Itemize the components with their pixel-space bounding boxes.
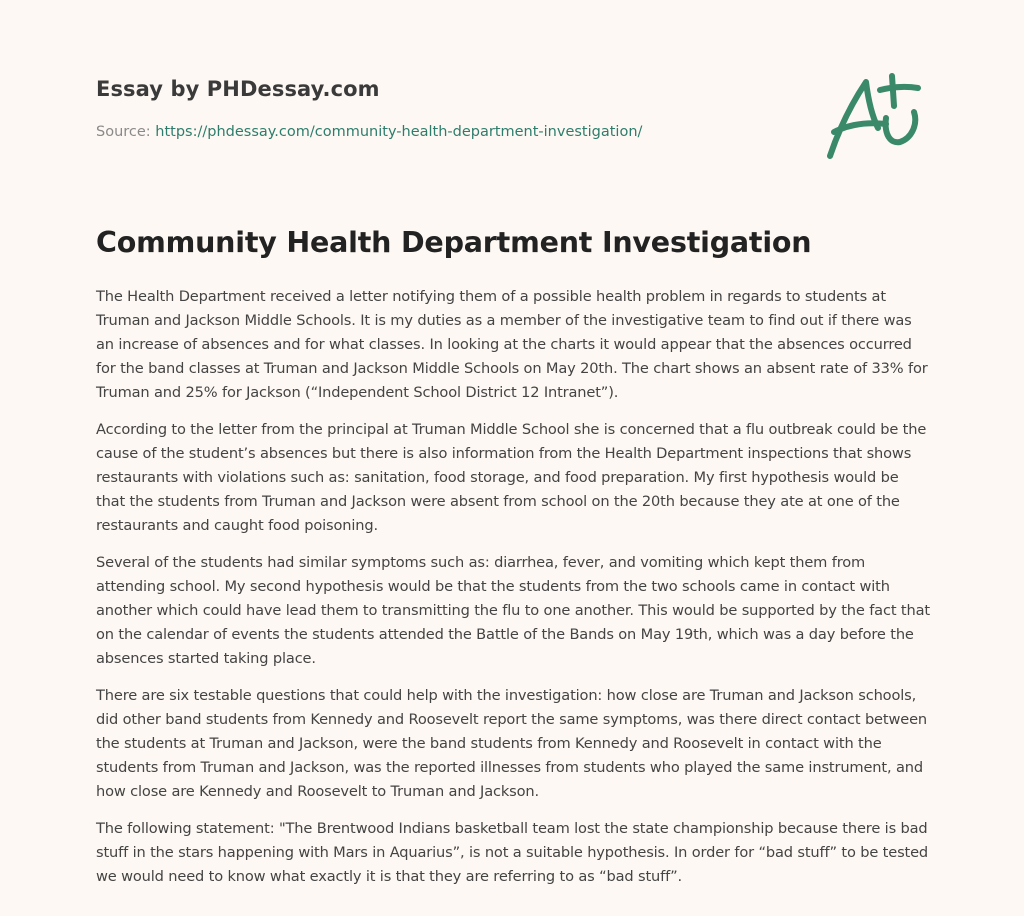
essay-paragraph: Several of the students had similar symptoms such as: diarrhea, fever, and vomiting which kept them from attending school. My second hypothesis would be that the students from the two schools came in contact with another which could have lead them to transmitting the flu to one another. This would be supported by the fact that on the calendar of events the students attended the Battle of the Bands on May 19th, which was a day before the absences started taking place. (96, 554, 930, 667)
source-line (96, 124, 642, 140)
essay-title: Community Health Department Investigation (96, 226, 812, 259)
essay-paragraph: There are six testable questions that could help with the investigation: how close are Truman and Jackson schools, did other band students from Kennedy and Roosevelt report the same symptoms, was there direct contact between the students at Truman and Jackson, were the band students from Kennedy and Roosevelt in contact with the students from Truman and Jackson, was the reported illnesses from students who played the same instrument, and how close are Kennedy and Roosevelt to Truman and Jackson. (96, 687, 927, 800)
essay-paragraph: The Health Department received a letter notifying them of a possible health problem in regards to students at Truman and Jackson Middle Schools. It is my duties as a member of the investigative team to find out if there was an increase of absences and for what classes. In looking at the charts it would appear that the absences occurred for the band classes at Truman and Jackson Middle Schools on May 20th. The chart shows an absent rate of 33% for Truman and 25% for Jackson (“Independent School District 12 Intranet”). (96, 288, 928, 401)
essay-paragraph: According to the letter from the principal at Truman Middle School she is concerned that a flu outbreak could be the cause of the student’s absences but there is also information from the Health Department inspections that shows restaurants with violations such as: sanitation, food storage, and food preparation. My first hypothesis would be that the students from Truman and Jackson were absent from school on the 20th because they ate at one of the restaurants and caught food poisoning. (96, 421, 927, 534)
source-link[interactable]: https://phdessay.com/community-health-department-investigation/ (155, 124, 643, 140)
essay-body (96, 285, 932, 902)
essay-paragraph: The following statement: "The Brentwood Indians basketball team lost the state championship because there is bad stuff in the stars happening with Mars in Aquarius”, is not a suitable hypothesis. In order for “bad stuff” to be tested we would need to know what exactly it is that they are referring to as “bad stuff”. (96, 820, 929, 885)
source-label: Source: (96, 124, 151, 140)
a-plus-logo-icon (826, 70, 926, 162)
site-title: Essay by PHDessay.com (96, 77, 380, 101)
